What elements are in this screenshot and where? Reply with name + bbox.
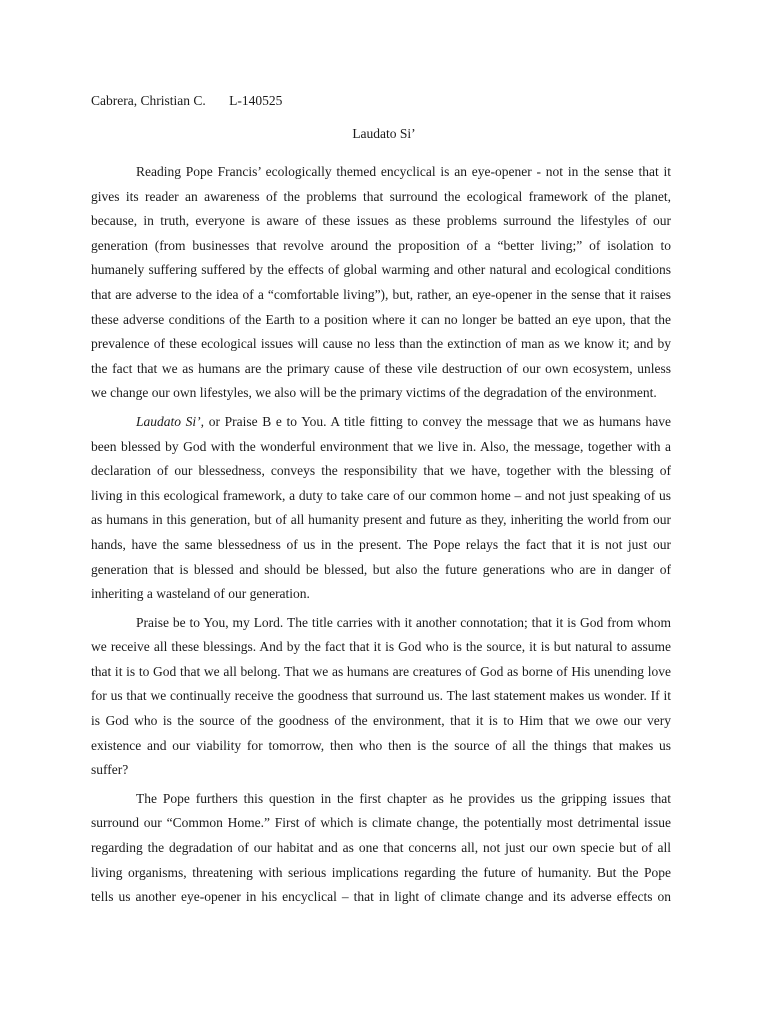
- text-line: generation that is blessed and should be blessed, but also the future generations who are in danger of: [91, 561, 671, 577]
- text-line: been blessed by God with the wonderful environment that we live in. Also, the message, together with a: [91, 438, 671, 454]
- text-line: we receive all these blessings. And by the fact that it is God who is the source, it is but natural to assume: [91, 639, 671, 655]
- paragraph-2: [91, 410, 671, 607]
- encyclical-title-italic: Laudato Si’,: [136, 413, 205, 429]
- author-header: [91, 92, 282, 110]
- text-line: for us that we continually receive the goodness that surround us. The last statement makes us wonder. If it: [91, 688, 671, 704]
- text-line: suffer?: [91, 762, 129, 778]
- text-line: is God who is the source of the goodness of the environment, that it is to Him that we owe our very: [91, 713, 671, 729]
- text-line: gives its reader an awareness of the problems that surround the ecological framework of the planet,: [91, 188, 671, 204]
- text-line: tells us another eye-opener in his encyclical – that in light of climate change and its adverse effects on: [91, 889, 671, 905]
- text-line: The Pope furthers this question in the first chapter as he provides us the gripping issues that: [136, 790, 671, 806]
- paragraph-1: [91, 160, 671, 406]
- text-line: prevalence of these ecological issues will cause no less than the extinction of man as we know it; and by: [91, 336, 671, 352]
- text-line: living in this ecological framework, a duty to take care of our common home – and not just speaking of us: [91, 487, 671, 503]
- document-title: Laudato Si’: [352, 126, 416, 141]
- text-line: generation (from businesses that revolve around the proposition of a “better living;” of isolation to: [91, 237, 671, 253]
- paragraph-4: [91, 787, 671, 910]
- text-line: because, in truth, everyone is aware of these issues as these problems surround the lifestyles of our: [91, 213, 671, 229]
- text-line: the fact that we as humans are the primary cause of these vile destruction of our own ecosystem, unless: [91, 360, 671, 376]
- text-line: these adverse conditions of the Earth to a position where it can no longer be batted an eye upon, that the: [91, 311, 671, 327]
- text-line: inheriting a wasteland of our generation.: [91, 586, 310, 602]
- text-line: as humans in this generation, but of all humanity present and future as they, inheriting the world from our: [91, 512, 671, 528]
- text-line: humanely suffering suffered by the effects of global warming and other natural and ecological conditions: [91, 262, 671, 278]
- text-run: or Praise B e to You. A title fitting to convey the message that we as humans have: [204, 413, 671, 429]
- student-id: L-140525: [229, 93, 283, 108]
- text-line: surround our “Common Home.” First of which is climate change, the potentially most detrimental issue: [91, 815, 671, 831]
- text-line: hands, have the same blessedness of us in the present. The Pope relays the fact that it is not just our: [91, 536, 671, 552]
- text-line: that are adverse to the idea of a “comfortable living”), but, rather, an eye-opener in the sense that it raises: [91, 286, 671, 302]
- text-line: living organisms, threatening with serious implications regarding the future of humanity. But the Pope: [91, 864, 671, 880]
- text-line: regarding the degradation of our habitat and as one that concerns all, not just our own specie but of all: [91, 840, 671, 856]
- paragraph-3: [91, 611, 671, 783]
- text-line: Praise be to You, my Lord. The title carries with it another connotation; that it is God from whom: [136, 614, 671, 630]
- text-line: existence and our viability for tomorrow, then who then is the source of all the things that makes us: [91, 737, 671, 753]
- text-line: declaration of our blessedness, conveys the responsibility that we have, together with the blessing of: [91, 463, 671, 479]
- text-line: we change our own lifestyles, we also will be the primary victims of the degradation of the environment.: [91, 385, 657, 401]
- document-body: [91, 160, 671, 910]
- author-name: Cabrera, Christian C.: [91, 93, 206, 108]
- text-line: Reading Pope Francis’ ecologically themed encyclical is an eye-opener - not in the sense that it: [136, 164, 671, 179]
- text-line: [91, 410, 671, 435]
- text-line: that it is to God that we all belong. That we as humans are creatures of God as borne of His unending love: [91, 663, 671, 679]
